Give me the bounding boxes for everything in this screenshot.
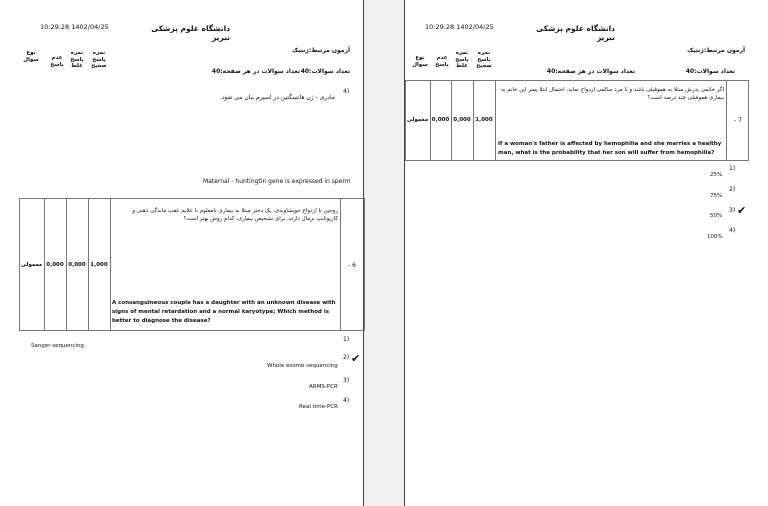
questions-per-page: تعداد سوالات در هر صفحه:40 bbox=[546, 68, 635, 75]
university-title: دانشگاه علوم پزشکی تبریز bbox=[151, 24, 230, 42]
wrong-score: 0,000 bbox=[453, 117, 471, 123]
exam-page-right bbox=[404, 0, 768, 506]
option-4[interactable]: Real time-PCR bbox=[299, 404, 338, 410]
no-answer-score: 0,000 bbox=[46, 262, 64, 268]
option-2-number: 2) bbox=[729, 186, 736, 193]
question-text-fa: اگر خانمی پدرش مبتلا به هموفیلی باشد و با مرد سالمی ازدواج نماید، احتمال ابتلا پسر این خانم به بیماری هموفیلی چند درصد است؟ bbox=[500, 87, 724, 101]
option-2-number: 2) bbox=[343, 354, 350, 361]
option-2[interactable]: 75% bbox=[710, 193, 723, 199]
university-title: دانشگاه علوم پزشکی تبریز bbox=[536, 24, 615, 42]
option-3[interactable]: ARMS-PCR bbox=[309, 384, 338, 390]
question-count: تعداد سوالات:40 bbox=[685, 68, 735, 75]
option-1-number: 1) bbox=[729, 165, 736, 172]
option-3-number: 3) bbox=[729, 207, 736, 214]
correct-score: 1,000 bbox=[90, 262, 108, 268]
header-wrong-score: نمره پاسخ غلط bbox=[70, 50, 84, 70]
header-no-answer: عدم پاسخ bbox=[50, 55, 64, 68]
question-count: تعداد سوالات:40 bbox=[300, 68, 350, 75]
option-4[interactable]: 100% bbox=[707, 234, 723, 240]
option-4-number: 4) bbox=[343, 397, 350, 404]
option-1[interactable]: Sanger sequencing bbox=[31, 343, 84, 349]
correct-answer-check-icon: ✔ bbox=[737, 204, 747, 217]
option-3[interactable]: 50% bbox=[710, 213, 723, 219]
header-question-type: نوع سوال bbox=[23, 50, 39, 63]
header-no-answer: عدم پاسخ bbox=[435, 55, 449, 68]
correct-answer-check-icon: ✔ bbox=[351, 352, 361, 365]
question-type: معمولی bbox=[406, 117, 429, 123]
option-3-number: 3) bbox=[343, 377, 350, 384]
question-text-en: If a woman's father is affected by hemophilia and she marries a healthy man, what is the probability that her son will suffer from hemophilia? bbox=[498, 141, 722, 156]
questions-per-page: تعداد سوالات در هر صفحه:40 bbox=[211, 68, 300, 75]
question-number: - 6 bbox=[348, 262, 356, 269]
question-number: - 7 bbox=[734, 117, 742, 124]
prev-option-text-en: Maternal - huntingtin gene is expressed in sperm bbox=[203, 178, 351, 185]
option-1-number: 1) bbox=[343, 336, 350, 343]
question-text-en: A consanguineous couple has a daughter with an unknown disease with signs of mental retardation and a normal karyotype; Which method is better to diagnose the disease? bbox=[112, 300, 336, 324]
header-correct-score: نمره پاسخ صحیح bbox=[91, 50, 107, 70]
header-question-type: نوع سوال bbox=[412, 55, 428, 68]
print-timestamp: 10:29:28 1402/04/25 bbox=[40, 23, 109, 31]
option-1[interactable]: 25% bbox=[710, 172, 723, 178]
exam-page-left bbox=[0, 0, 364, 506]
no-answer-score: 0,000 bbox=[431, 117, 450, 123]
correct-score: 1,000 bbox=[475, 117, 493, 123]
option-4-number: 4) bbox=[729, 227, 736, 234]
print-timestamp: 10:29:28 1402/04/25 bbox=[425, 23, 494, 31]
prev-option-text-fa: مادری - ژن هانتینگتین در اسپرم بیان می شود. bbox=[219, 94, 335, 101]
question-text-fa: زوجین با ازدواج خویشاوندی، یک دختر مبتلا به بیماری نامعلوم با علایم عقب ماندگی ذهنی و کاریوتایپ نرمال دارند، برای تشخیص بیماری، کدام روش بهتر است؟ bbox=[132, 208, 338, 222]
header-correct-score: نمره پاسخ صحیح bbox=[476, 50, 492, 70]
prev-option-number: 4) bbox=[343, 88, 350, 95]
header-wrong-score: نمره پاسخ غلط bbox=[455, 50, 469, 70]
exam-title: آزمون مرتبط:ژنتیک bbox=[292, 47, 350, 54]
question-type: معمولی bbox=[20, 262, 43, 268]
exam-title: آزمون مرتبط:ژنتیک bbox=[687, 47, 745, 54]
option-2[interactable]: Whole exome sequencing bbox=[267, 363, 338, 369]
wrong-score: 0,000 bbox=[68, 262, 86, 268]
